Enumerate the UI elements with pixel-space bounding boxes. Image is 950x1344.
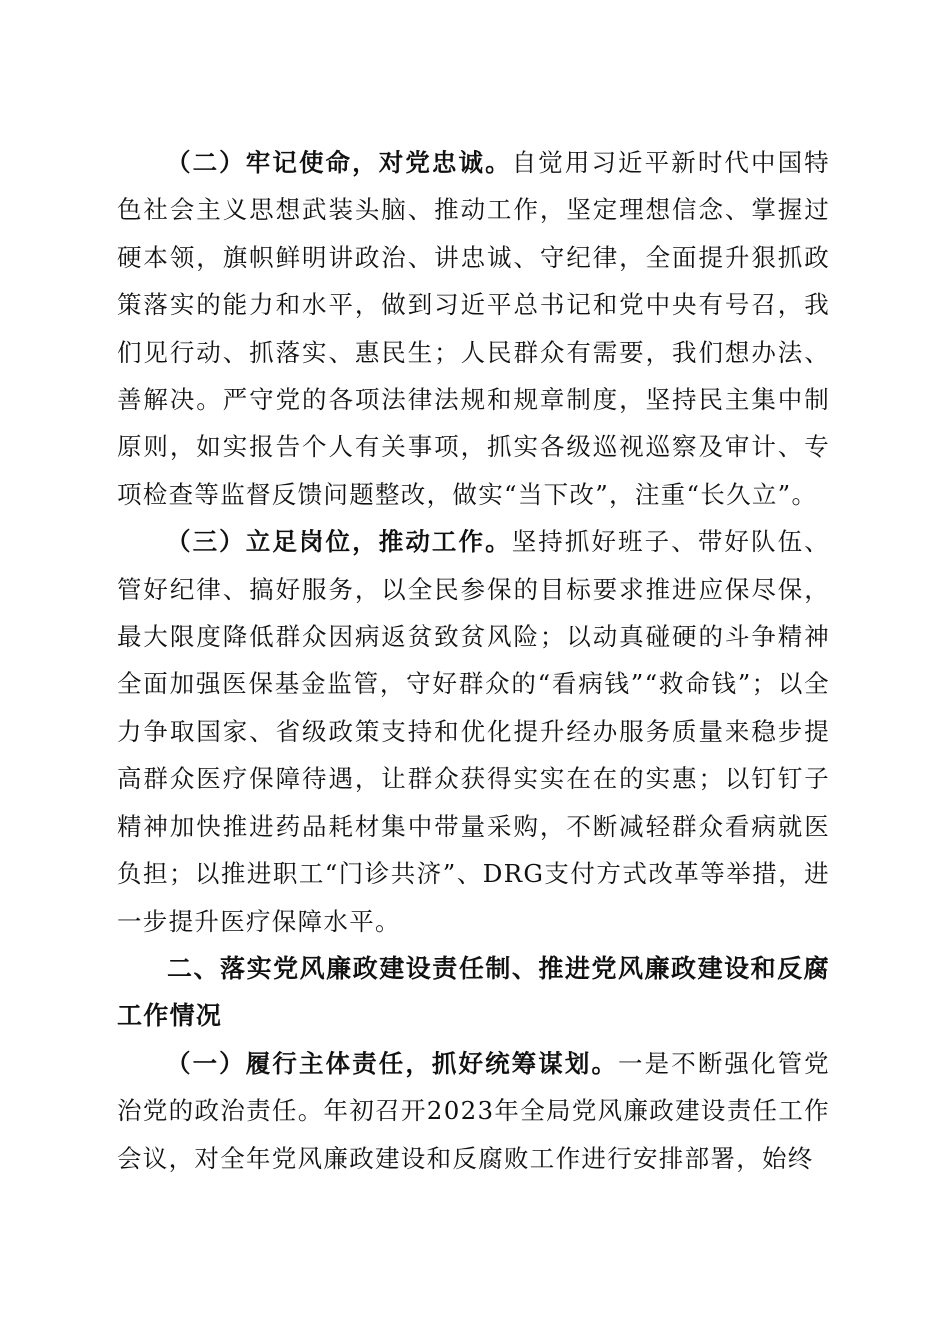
- paragraph-text: 自觉用习近平新时代中国特色社会主义思想武装头脑、推动工作，坚定理想信念、掌握过硬本领，旗帜鲜明讲政治、讲忠诚、守纪律，全面提升狠抓政策落实的能力和水平，做到习近平总书记和党中央有号召，我们见行动、抓落实、惠民生；人民群众有需要，我们想办法、善解决。严守党的各项法律法规和规章制度，坚持民主集中制原则，如实报告个人有关事项，抓实各级巡视巡察及审计、专项检查等监督反馈问题整改，做实“当下改”，注重“长久立”。: [117, 148, 830, 509]
- document-body: [117, 139, 830, 1182]
- paragraph-work: [117, 518, 830, 945]
- paragraph-responsibility: [117, 1040, 830, 1182]
- section-heading: 二、落实党风廉政建设责任制、推进党风廉政建设和反腐工作情况: [117, 953, 830, 1031]
- paragraph-lead: （二）牢记使命，对党忠诚。: [166, 148, 512, 177]
- paragraph-text: 一是不断强化管党治党的政治责任。年初召开2023年全局党风廉政建设责任工作会议，对全年党风廉政建设和反腐败工作进行安排部署，始终: [117, 1048, 830, 1173]
- paragraph-text: 坚持抓好班子、带好队伍、管好纪律、搞好服务，以全民参保的目标要求推进应保尽保，最大限度降低群众因病返贫致贫风险；以动真碰硬的斗争精神全面加强医保基金监管，守好群众的“看病钱”“救命钱”；以全力争取国家、省级政策支持和优化提升经办服务质量来稳步提高群众医疗保障待遇，让群众获得实实在在的实惠；以钉钉子精神加快推进药品耗材集中带量采购，不断减轻群众看病就医负担；以推进职工“门诊共济”、DRG支付方式改革等举措，进一步提升医疗保障水平。: [117, 527, 830, 936]
- paragraph-lead: （三）立足岗位，推动工作。: [166, 527, 512, 557]
- paragraph-lead: （一）履行主体责任，抓好统筹谋划。: [166, 1048, 619, 1078]
- paragraph-loyalty: [117, 139, 830, 518]
